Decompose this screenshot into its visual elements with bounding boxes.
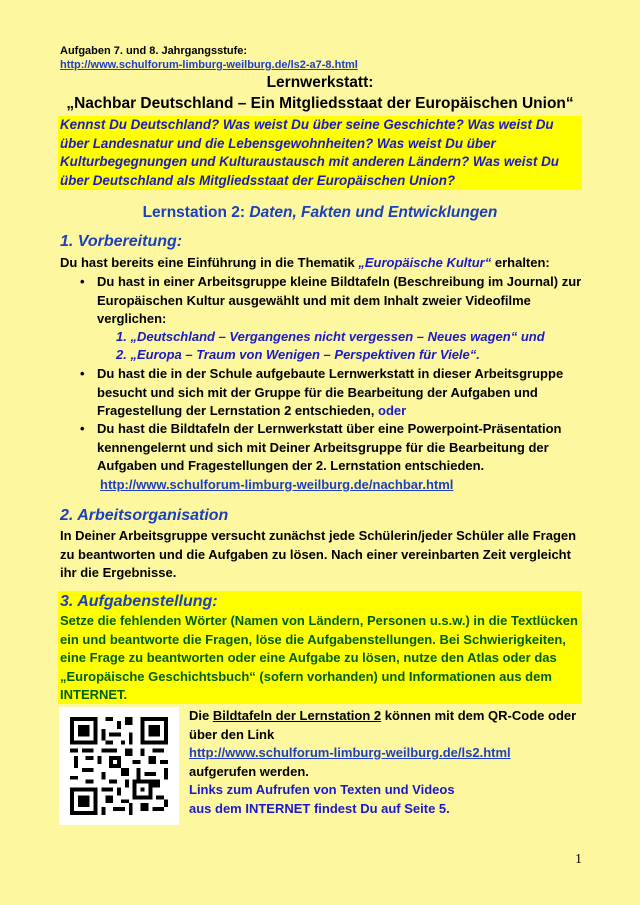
- bullet-text-2-main: Du hast die in der Schule aufgebaute Lernwerkstatt in dieser Arbeitsgruppe besucht und sich mit der Gruppe für die Bearbeitung der Aufgaben und Fragestellung der Lernstation 2 entschieden,: [97, 366, 564, 418]
- section1-lead-b: erhalten:: [491, 255, 550, 270]
- bullet-text-1: Du hast in einer Arbeitsgruppe kleine Bildtafeln (Beschreibung im Journal) zur Europäischen Kultur ausgewählt und mit dem Inhalt zweier Videofilme verglichen:: [97, 274, 582, 326]
- qr-code-icon: [70, 717, 168, 815]
- qr-info-text: [189, 707, 589, 818]
- bullet-text-3: Du hast die Bildtafeln der Lernwerkstatt über eine Powerpoint-Präsentation kennengelernt und sich mit Deiner Arbeitsgruppe für die Bearbeitung der Aufgaben und Fragestellungen der 2. Lernstation entschieden.: [97, 421, 562, 473]
- qr-info-t1-b: können mit dem QR-Code oder über den Link: [189, 708, 577, 742]
- station-title: [0, 204, 640, 222]
- header-grade-line: Aufgaben 7. und 8. Jahrgangsstufe:: [60, 45, 248, 57]
- qr-info-t1-underlined: Bildtafeln der Lernstation 2: [212, 708, 382, 723]
- header-link[interactable]: http://www.schulforum-limburg-weilburg.de/ls2-a7-8.html: [60, 59, 358, 71]
- film-item-1: 1. „Deutschland – Vergangenes nicht vergessen – Neues wagen“ und: [116, 329, 545, 344]
- qr-code-image: [59, 707, 179, 825]
- title-line1: Lernwerkstatt:: [266, 74, 374, 91]
- film-item-2: 2. „Europa – Traum von Wenigen – Perspektiven für Viele“.: [116, 347, 480, 362]
- bullet-item-1: [80, 273, 590, 329]
- bullet-text-2-or: oder: [378, 403, 407, 418]
- qr-info-t3: Links zum Aufrufen von Texten und Videos: [189, 782, 455, 797]
- section1-lead-a: Du hast bereits eine Einführung in die Thematik: [60, 255, 359, 270]
- bullet-item-2: [80, 365, 590, 421]
- intro-box: Kennst Du Deutschland? Was weist Du über seine Geschichte? Was weist Du über Landesnatur und die Lebensgewohnheiten? Was weist Du über Kulturbegegnungen und Kulturaustausch mit anderen Ländern? Was weist Du über Deutschland als Mitgliedsstaat der Europäischen Union?: [58, 116, 582, 190]
- section2-text: In Deiner Arbeitsgruppe versucht zunächst jede Schülerin/jeder Schüler alle Fragen zu beantworten und die Aufgaben zu lösen. Nach einer vereinbarten Zeit vergleicht ihr die Ergebnisse.: [60, 528, 577, 580]
- ls2-link[interactable]: http://www.schulforum-limburg-weilburg.de/ls2.html: [189, 745, 511, 760]
- section1-lead: [60, 254, 590, 273]
- bullet-text-2: [97, 365, 590, 421]
- bullet-item-3: [80, 420, 590, 476]
- station-prefix: Lernstation 2:: [142, 204, 250, 221]
- bullet-dot-icon: •: [80, 421, 85, 436]
- section3-text: Setze die fehlenden Wörter (Namen von Ländern, Personen u.s.w.) in die Textlücken ein und beantworte die Fragen, löse die Aufgabenstellungen. Bei Schwierigkeiten, eine Frage zu beantworten oder eine Aufgabe zu lösen, nutze den Atlas oder das „Europäische Geschichtsbuch“ (sofern vorhanden) und Informationen aus dem INTERNET.: [60, 613, 578, 702]
- bullet-dot-icon: •: [80, 274, 85, 289]
- qr-info-t4: aus dem INTERNET findest Du auf Seite 5.: [189, 800, 450, 816]
- title-line2: „Nachbar Deutschland – Ein Mitgliedsstaat der Europäischen Union“: [66, 95, 574, 112]
- section1-heading: 1. Vorbereitung:: [60, 233, 183, 250]
- section2-heading: 2. Arbeitsorganisation: [60, 507, 229, 524]
- page-number: 1: [575, 852, 582, 867]
- qr-info-line1: [189, 707, 589, 744]
- qr-info-t1: Die: [189, 708, 213, 723]
- section1-lead-topic: „Europäische Kultur“: [358, 255, 492, 270]
- station-subtitle: Daten, Fakten und Entwicklungen: [249, 204, 498, 221]
- section3-heading: 3. Aufgabenstellung:: [60, 593, 218, 610]
- nachbar-link[interactable]: http://www.schulforum-limburg-weilburg.de/nachbar.html: [100, 477, 454, 492]
- bullet-dot-icon: •: [80, 366, 85, 381]
- qr-info-t2: aufgerufen werden.: [189, 763, 309, 779]
- header: [60, 44, 358, 72]
